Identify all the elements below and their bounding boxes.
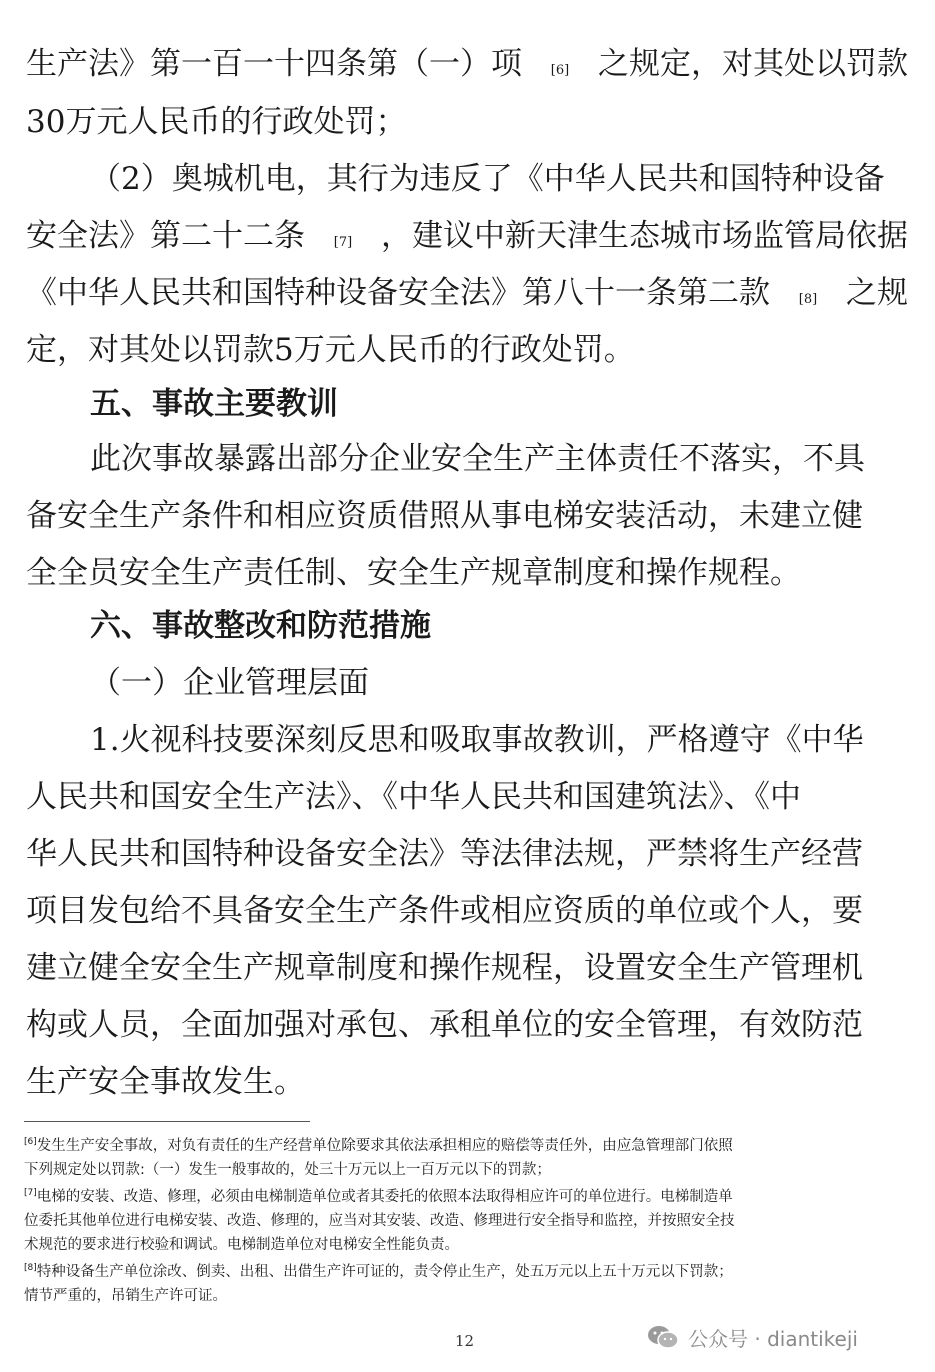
footnote-mark: [7] [24,1188,37,1198]
footnote-7: [7]电梯的安装、改造、修理，必须由电梯制造单位或者其委托的依照本法取得相应许可的单位进行。电梯制造单 [24,1188,733,1205]
body-line: 生产法》第一百一十四条第（一）项 [6] 之规定，对其处以罚款 [26,46,908,82]
section-heading-6: 六、事故整改和防范措施 [90,608,431,644]
footnote-line: 情节严重的，吊销生产许可证。 [24,1288,227,1304]
body-line: 安全法》第二十二条 [7] ，建议中新天津生态城市场监管局依据 [26,218,908,254]
subsection-heading: （一）企业管理层面 [90,665,369,701]
body-line: 构或人员，全面加强对承包、承租单位的安全管理，有效防范 [26,1007,863,1043]
body-line: 华人民共和国特种设备安全法》等法律法规，严禁将生产经营 [26,836,863,872]
footnote-line: 位委托其他单位进行电梯安装、改造、修理的，应当对其安装、改造、修理进行安全指导和监控，并按照安全技 [24,1213,735,1229]
section-heading-5: 五、事故主要教训 [90,386,338,422]
page-number: 12 [455,1332,475,1350]
watermark-text: 公众号 · diantikeji [688,1326,858,1351]
body-line: 1.火视科技要深刻反思和吸取事故教训，严格遵守《中华 [90,722,864,758]
footnote-6: [6]发生生产安全事故，对负有责任的生产经营单位除要求其依法承担相应的赔偿等责任外，由应急管理部门依照 [24,1137,733,1154]
footnote-mark: [8] [24,1263,37,1273]
footnote-mark: [6] [24,1137,37,1147]
footnote-line: 下列规定处以罚款:（一）发生一般事故的，处三十万元以上一百万元以下的罚款； [24,1162,551,1178]
body-line: 定，对其处以罚款5万元人民币的行政处罚。 [26,332,635,368]
watermark [646,1322,858,1352]
body-line: 备安全生产条件和相应资质借照从事电梯安装活动，未建立健 [26,498,863,534]
body-line: 项目发包给不具备安全生产条件或相应资质的单位或个人，要 [26,893,863,929]
footnote-separator [24,1121,310,1122]
body-line: 生产安全事故发生。 [26,1064,305,1100]
body-line: （2）奥城机电，其行为违反了《中华人民共和国特种设备 [90,161,885,197]
body-line: 人民共和国安全生产法》、《中华人民共和国建筑法》、《中 [26,779,801,815]
wechat-icon [646,1324,680,1350]
footnote-8: [8]特种设备生产单位涂改、倒卖、出租、出借生产许可证的，责令停止生产，处五万元以上五十万元以下罚款； [24,1263,733,1280]
body-line: 此次事故暴露出部分企业安全生产主体责任不落实，不具 [90,441,865,477]
body-line: 《中华人民共和国特种设备安全法》第八十一条第二款 [8] 之规 [26,275,908,311]
footnote-line: 术规范的要求进行校验和调试。电梯制造单位对电梯安全性能负责。 [24,1237,459,1253]
body-line: 30万元人民币的行政处罚； [26,104,407,140]
body-line: 全全员安全生产责任制、安全生产规章制度和操作规程。 [26,555,801,591]
body-line: 建立健全安全生产规章制度和操作规程，设置安全生产管理机 [26,950,863,986]
